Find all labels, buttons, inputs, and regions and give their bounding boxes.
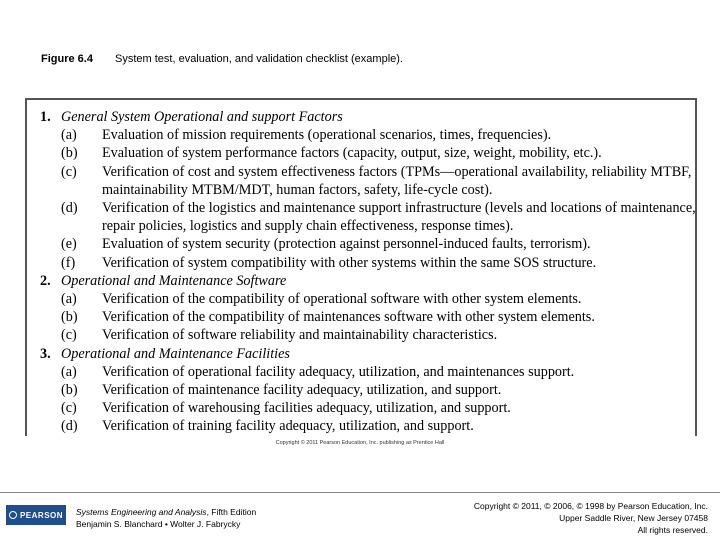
checklist-section: [40, 108, 700, 126]
item-text: Evaluation of system performance factors (capacity, output, size, weight, mobility, etc.).: [102, 145, 602, 162]
section-number: 1.: [40, 109, 51, 125]
checklist-item: [40, 363, 700, 381]
checklist-item: [40, 199, 700, 235]
item-label: (a): [61, 127, 77, 144]
item-text: Verification of training facility adequacy, utilization, and support.: [102, 418, 474, 435]
item-text: Verification of operational facility adequacy, utilization, and maintenances support.: [102, 363, 575, 380]
pearson-logo-icon: [9, 511, 17, 519]
book-authors: Benjamin S. Blanchard • Wolter J. Fabrycky: [76, 519, 241, 529]
item-text: Verification of the compatibility of operational software with other system elements.: [102, 291, 582, 308]
publisher-logo-text: PEARSON: [19, 510, 64, 520]
book-title-line: [76, 506, 256, 518]
checklist-item: [40, 290, 700, 308]
item-text: Verification of software reliability and maintainability characteristics.: [102, 327, 498, 344]
copyright-notice: [474, 500, 708, 536]
checklist-item: [40, 254, 700, 272]
item-label: (c): [61, 163, 77, 180]
figure-label: Figure 6.4: [41, 53, 93, 65]
item-label: (b): [61, 309, 78, 326]
item-label: (f): [61, 254, 76, 271]
figure-caption: [41, 53, 403, 65]
checklist-section: [40, 345, 700, 363]
checklist-item: [40, 399, 700, 417]
section-title: General System Operational and support Factors: [61, 109, 343, 125]
checklist-item: [40, 163, 700, 199]
section-title: Operational and Maintenance Facilities: [61, 345, 290, 362]
item-text: Verification of the compatibility of maintenances software with other system elements.: [102, 309, 595, 326]
checklist-item: [40, 381, 700, 399]
item-label: (c): [61, 327, 77, 344]
section-number: 2.: [40, 272, 51, 289]
checklist: [40, 108, 700, 436]
item-text: Evaluation of mission requirements (operational scenarios, times, frequencies).: [102, 127, 552, 144]
book-edition: , Fifth Edition: [206, 507, 257, 517]
item-text: Evaluation of system security (protection against personnel-induced faults, terrorism).: [102, 236, 591, 253]
item-text: Verification of warehousing facilities adequacy, utilization, and support.: [102, 400, 511, 417]
item-label: (b): [61, 382, 78, 399]
item-label: (d): [61, 418, 78, 435]
item-label: (c): [61, 400, 77, 417]
copyright-line-1: Copyright © 2011, © 2006, © 1998 by Pearson Education, Inc.: [473, 501, 708, 511]
checklist-section: [40, 272, 700, 290]
figure-title: System test, evaluation, and validation checklist (example).: [115, 53, 403, 65]
checklist-item: [40, 417, 700, 435]
item-text: Verification of maintenance facility adequacy, utilization, and support.: [102, 382, 502, 399]
item-label: (a): [61, 363, 77, 380]
image-credit: Copyright © 2011 Pearson Education, Inc. publishing as Prentice Hall: [275, 440, 445, 446]
book-info: [76, 506, 256, 530]
item-label: (e): [61, 236, 77, 253]
section-number: 3.: [40, 345, 51, 362]
checklist-item: [40, 144, 700, 162]
section-title: Operational and Maintenance Software: [61, 272, 287, 289]
publisher-logo: [6, 505, 66, 525]
book-title: Systems Engineering and Analysis: [76, 507, 207, 517]
item-label: (a): [61, 291, 77, 308]
item-text: Verification of system compatibility with other systems within the same SOS structure.: [102, 254, 597, 271]
copyright-line-3: All rights reserved.: [637, 525, 708, 535]
footer-divider: [0, 492, 720, 493]
item-text: Verification of the logistics and maintenance support infrastructure (levels and locations of maintenance, repair policies, logistics and supply chain effectiveness, response times).: [102, 200, 696, 235]
copyright-line-2: Upper Saddle River, New Jersey 07458: [559, 513, 708, 523]
checklist-item: [40, 126, 700, 144]
checklist-item: [40, 235, 700, 253]
item-label: (d): [61, 200, 78, 217]
item-label: (b): [61, 145, 78, 162]
checklist-item: [40, 326, 700, 344]
item-text: Verification of cost and system effectiveness factors (TPMs—operational availability, reliability MTBF, maintainability MTBM/MDT, human factors, safety, life-cycle cost).: [102, 163, 692, 198]
checklist-item: [40, 308, 700, 326]
